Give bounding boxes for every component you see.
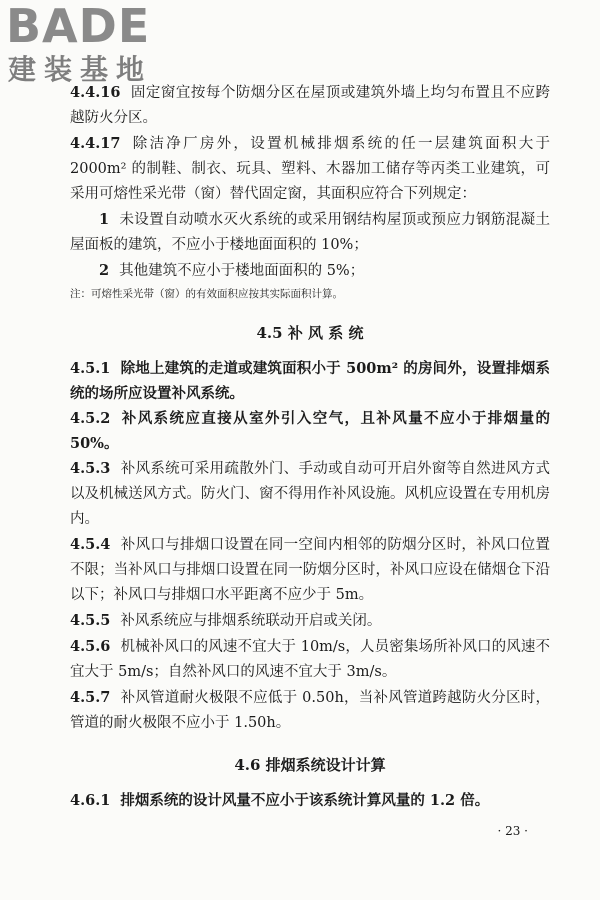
list-item-1 — [70, 207, 550, 258]
item-text: 其他建筑不应小于楼地面面积的 5%； — [119, 263, 365, 279]
clause-text: 补风系统应与排烟系统联动开启或关闭。 — [120, 613, 382, 629]
clause-text: 排烟系统的设计风量不应小于该系统计算风量的 1.2 倍。 — [120, 792, 490, 809]
clause-text: 补风口与排烟口设置在同一空间内相邻的防烟分区时，补风口位置不限；当补风口与排烟口设置在同一防烟分区时，补风口应设在储烟仓下沿以下；补风口与排烟口水平距离不应少于 5m。 — [70, 537, 550, 603]
clause-4-5-6 — [70, 634, 550, 685]
clause-number: 4.5.6 — [70, 638, 111, 655]
note: 注：可熔性采光带（窗）的有效面积应按其实际面积计算。 — [70, 288, 343, 300]
clause-number: 4.5.7 — [70, 689, 111, 706]
clause-text: 除地上建筑的走道或建筑面积小于 500m² 的房间外，设置排烟系统的场所应设置补风系统。 — [70, 360, 550, 402]
clause-4-5-7 — [70, 685, 550, 736]
clause-number: 4.4.17 — [70, 135, 121, 152]
clause-4-5-4 — [70, 532, 550, 608]
clause-text: 补风系统应直接从室外引入空气，且补风量不应小于排烟量的 50%。 — [70, 410, 550, 452]
item-text: 未设置自动喷水灭火系统的或采用钢结构屋顶或预应力钢筋混凝土屋面板的建筑，不应小于楼地面面积的 10%； — [70, 212, 550, 253]
clause-text: 补风管道耐火极限不应低于 0.50h，当补风管道跨越防火分区时，管道的耐火极限不应小于 1.50h。 — [70, 690, 550, 731]
clause-number: 4.5.5 — [70, 612, 111, 629]
clause-text: 补风系统可采用疏散外门、手动或自动可开启外窗等自然进风方式以及机械送风方式。防火门、窗不得用作补风设施。风机应设置在专用机房内。 — [70, 461, 550, 527]
clause-number: 4.5.2 — [70, 410, 111, 427]
page-content — [70, 0, 550, 813]
clause-4-4-17 — [70, 131, 550, 207]
item-number: 2 — [99, 262, 110, 279]
section-title-4-6: 4.6 排烟系统设计计算 — [234, 756, 386, 774]
clause-4-4-16 — [70, 80, 550, 131]
clause-number: 4.5.1 — [70, 360, 111, 377]
logo-wordmark: BADE — [6, 0, 151, 53]
clause-4-6-1 — [70, 788, 550, 813]
clause-number: 4.4.16 — [70, 84, 121, 101]
logo-subtitle: 建装基地 — [8, 53, 153, 86]
clause-text: 除洁净厂房外，设置机械排烟系统的任一层建筑面积大于 2000m² 的制鞋、制衣、玩具、塑料、木器加工储存等丙类工业建筑，可采用可熔性采光带（窗）替代固定窗，其面积应符合下列规定： — [70, 136, 550, 202]
page-number: · 23 · — [497, 824, 528, 838]
clause-text: 固定窗宜按每个防烟分区在屋顶或建筑外墙上均匀布置且不应跨越防火分区。 — [70, 85, 550, 126]
clause-4-5-1 — [70, 356, 550, 406]
clause-4-5-3 — [70, 456, 550, 532]
clause-number: 4.5.4 — [70, 536, 111, 553]
clause-text: 机械补风口的风速不宜大于 10m/s，人员密集场所补风口的风速不宜大于 5m/s；自然补风口的风速不宜大于 3m/s。 — [70, 639, 550, 680]
clause-4-5-2 — [70, 406, 550, 456]
clause-4-5-5 — [70, 608, 550, 634]
clause-number: 4.6.1 — [70, 792, 111, 809]
list-item-2 — [70, 258, 550, 284]
section-title-4-5: 4.5 补 风 系 统 — [256, 324, 364, 342]
clause-number: 4.5.3 — [70, 460, 111, 477]
item-number: 1 — [99, 211, 110, 228]
